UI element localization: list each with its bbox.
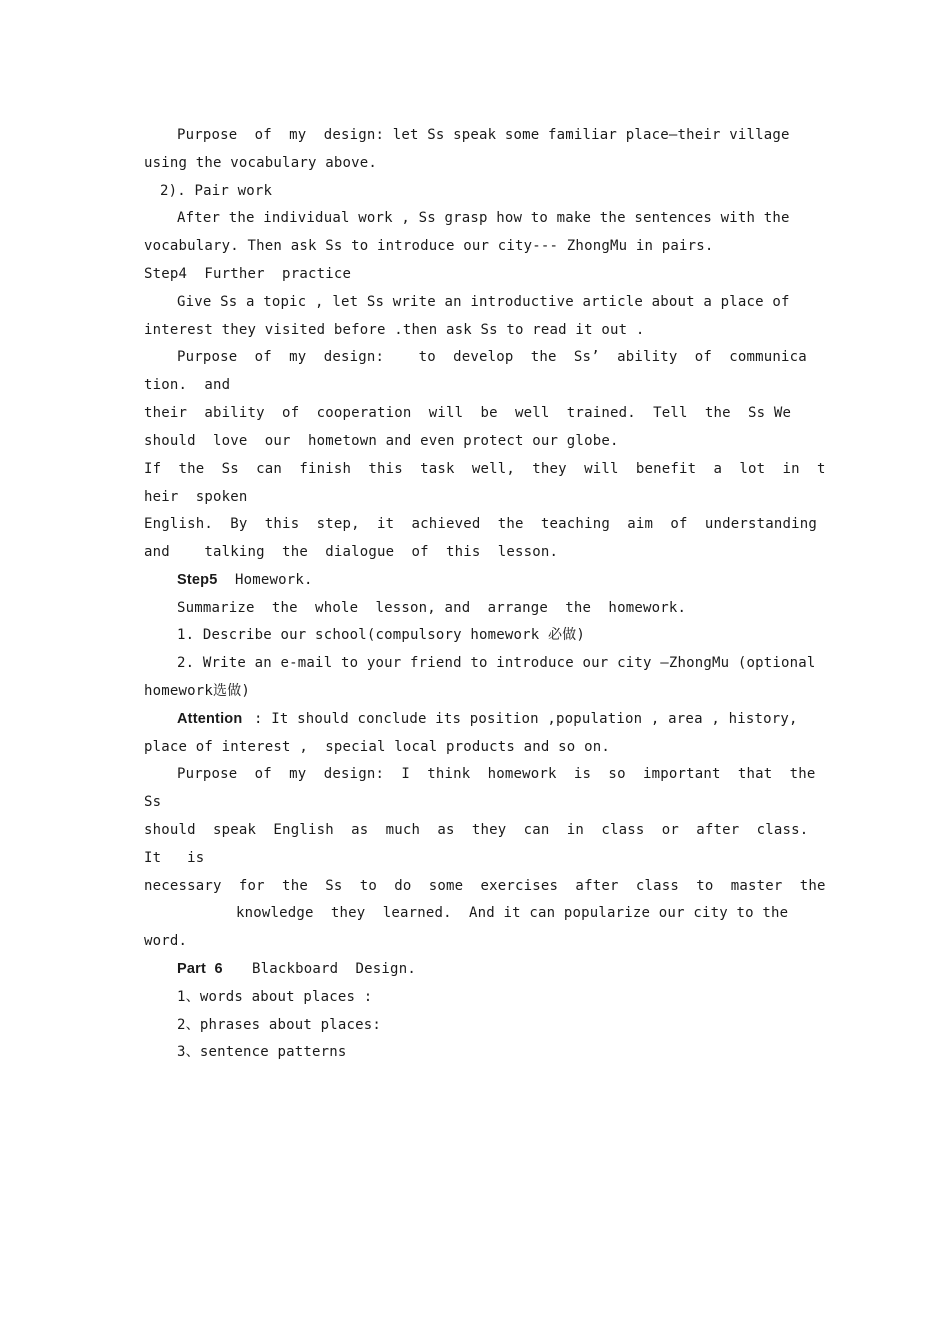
text-line: English. By this step, it achieved the teaching aim of understanding xyxy=(144,516,818,532)
text-line: should love our hometown and even protect our globe. xyxy=(144,433,619,449)
text-line: Summarize the whole lesson, and arrange the homework. xyxy=(177,600,687,616)
text-line: : It should conclude its position ,population , area , history, xyxy=(254,711,798,727)
step5-heading: Step5 xyxy=(177,572,218,588)
text-line: Purpose of my design: I think homework is so important that the xyxy=(177,766,816,782)
text-line: After the individual work , Ss grasp how to make the sentences with the xyxy=(177,210,790,226)
list-item: 1、words about places : xyxy=(177,989,373,1005)
text-line: Purpose of my design: let Ss speak some familiar place—their village xyxy=(177,127,790,143)
text-line: place of interest , special local products and so on. xyxy=(144,739,610,755)
part6-heading: Part 6 xyxy=(177,961,223,977)
attention-label: Attention xyxy=(177,711,243,727)
text-line: their ability of cooperation will be well trained. Tell the Ss We xyxy=(144,405,792,421)
text-line: necessary for the Ss to do some exercises after class to master the xyxy=(144,878,826,894)
list-item: 2、phrases about places: xyxy=(177,1017,382,1033)
text-line: 2. Write an e-mail to your friend to introduce our city —ZhongMu (optional xyxy=(177,655,816,671)
text-line: Homework. xyxy=(235,572,313,588)
text-line: It is xyxy=(144,850,205,866)
text-line: knowledge they learned. And it can popularize our city to the xyxy=(236,905,789,921)
text-line: 1. Describe our school(compulsory homework 必做) xyxy=(177,627,586,643)
text-line: tion. and xyxy=(144,377,231,393)
text-line: and talking the dialogue of this lesson. xyxy=(144,544,559,560)
text-line: Purpose of my design: to develop the Ss’ ability of communica xyxy=(177,349,807,365)
text-line: homework选做) xyxy=(144,683,251,699)
text-line: Give Ss a topic , let Ss write an introductive article about a place of xyxy=(177,294,790,310)
text-line: should speak English as much as they can in class or after class. xyxy=(144,822,809,838)
text-line: word. xyxy=(144,933,188,949)
text-line: Ss xyxy=(144,794,162,810)
text-line: vocabulary. Then ask Ss to introduce our city--- ZhongMu in pairs. xyxy=(144,238,714,254)
text-line: Step4 Further practice xyxy=(144,266,352,282)
list-item: 3、sentence patterns xyxy=(177,1044,347,1060)
text-line: interest they visited before .then ask Ss to read it out . xyxy=(144,322,645,338)
text-line: Blackboard Design. xyxy=(252,961,416,977)
text-line: heir spoken xyxy=(144,489,248,505)
text-line: 2). Pair work xyxy=(160,183,273,199)
text-line: using the vocabulary above. xyxy=(144,155,377,171)
text-line: If the Ss can finish this task well, they will benefit a lot in t xyxy=(144,461,826,477)
